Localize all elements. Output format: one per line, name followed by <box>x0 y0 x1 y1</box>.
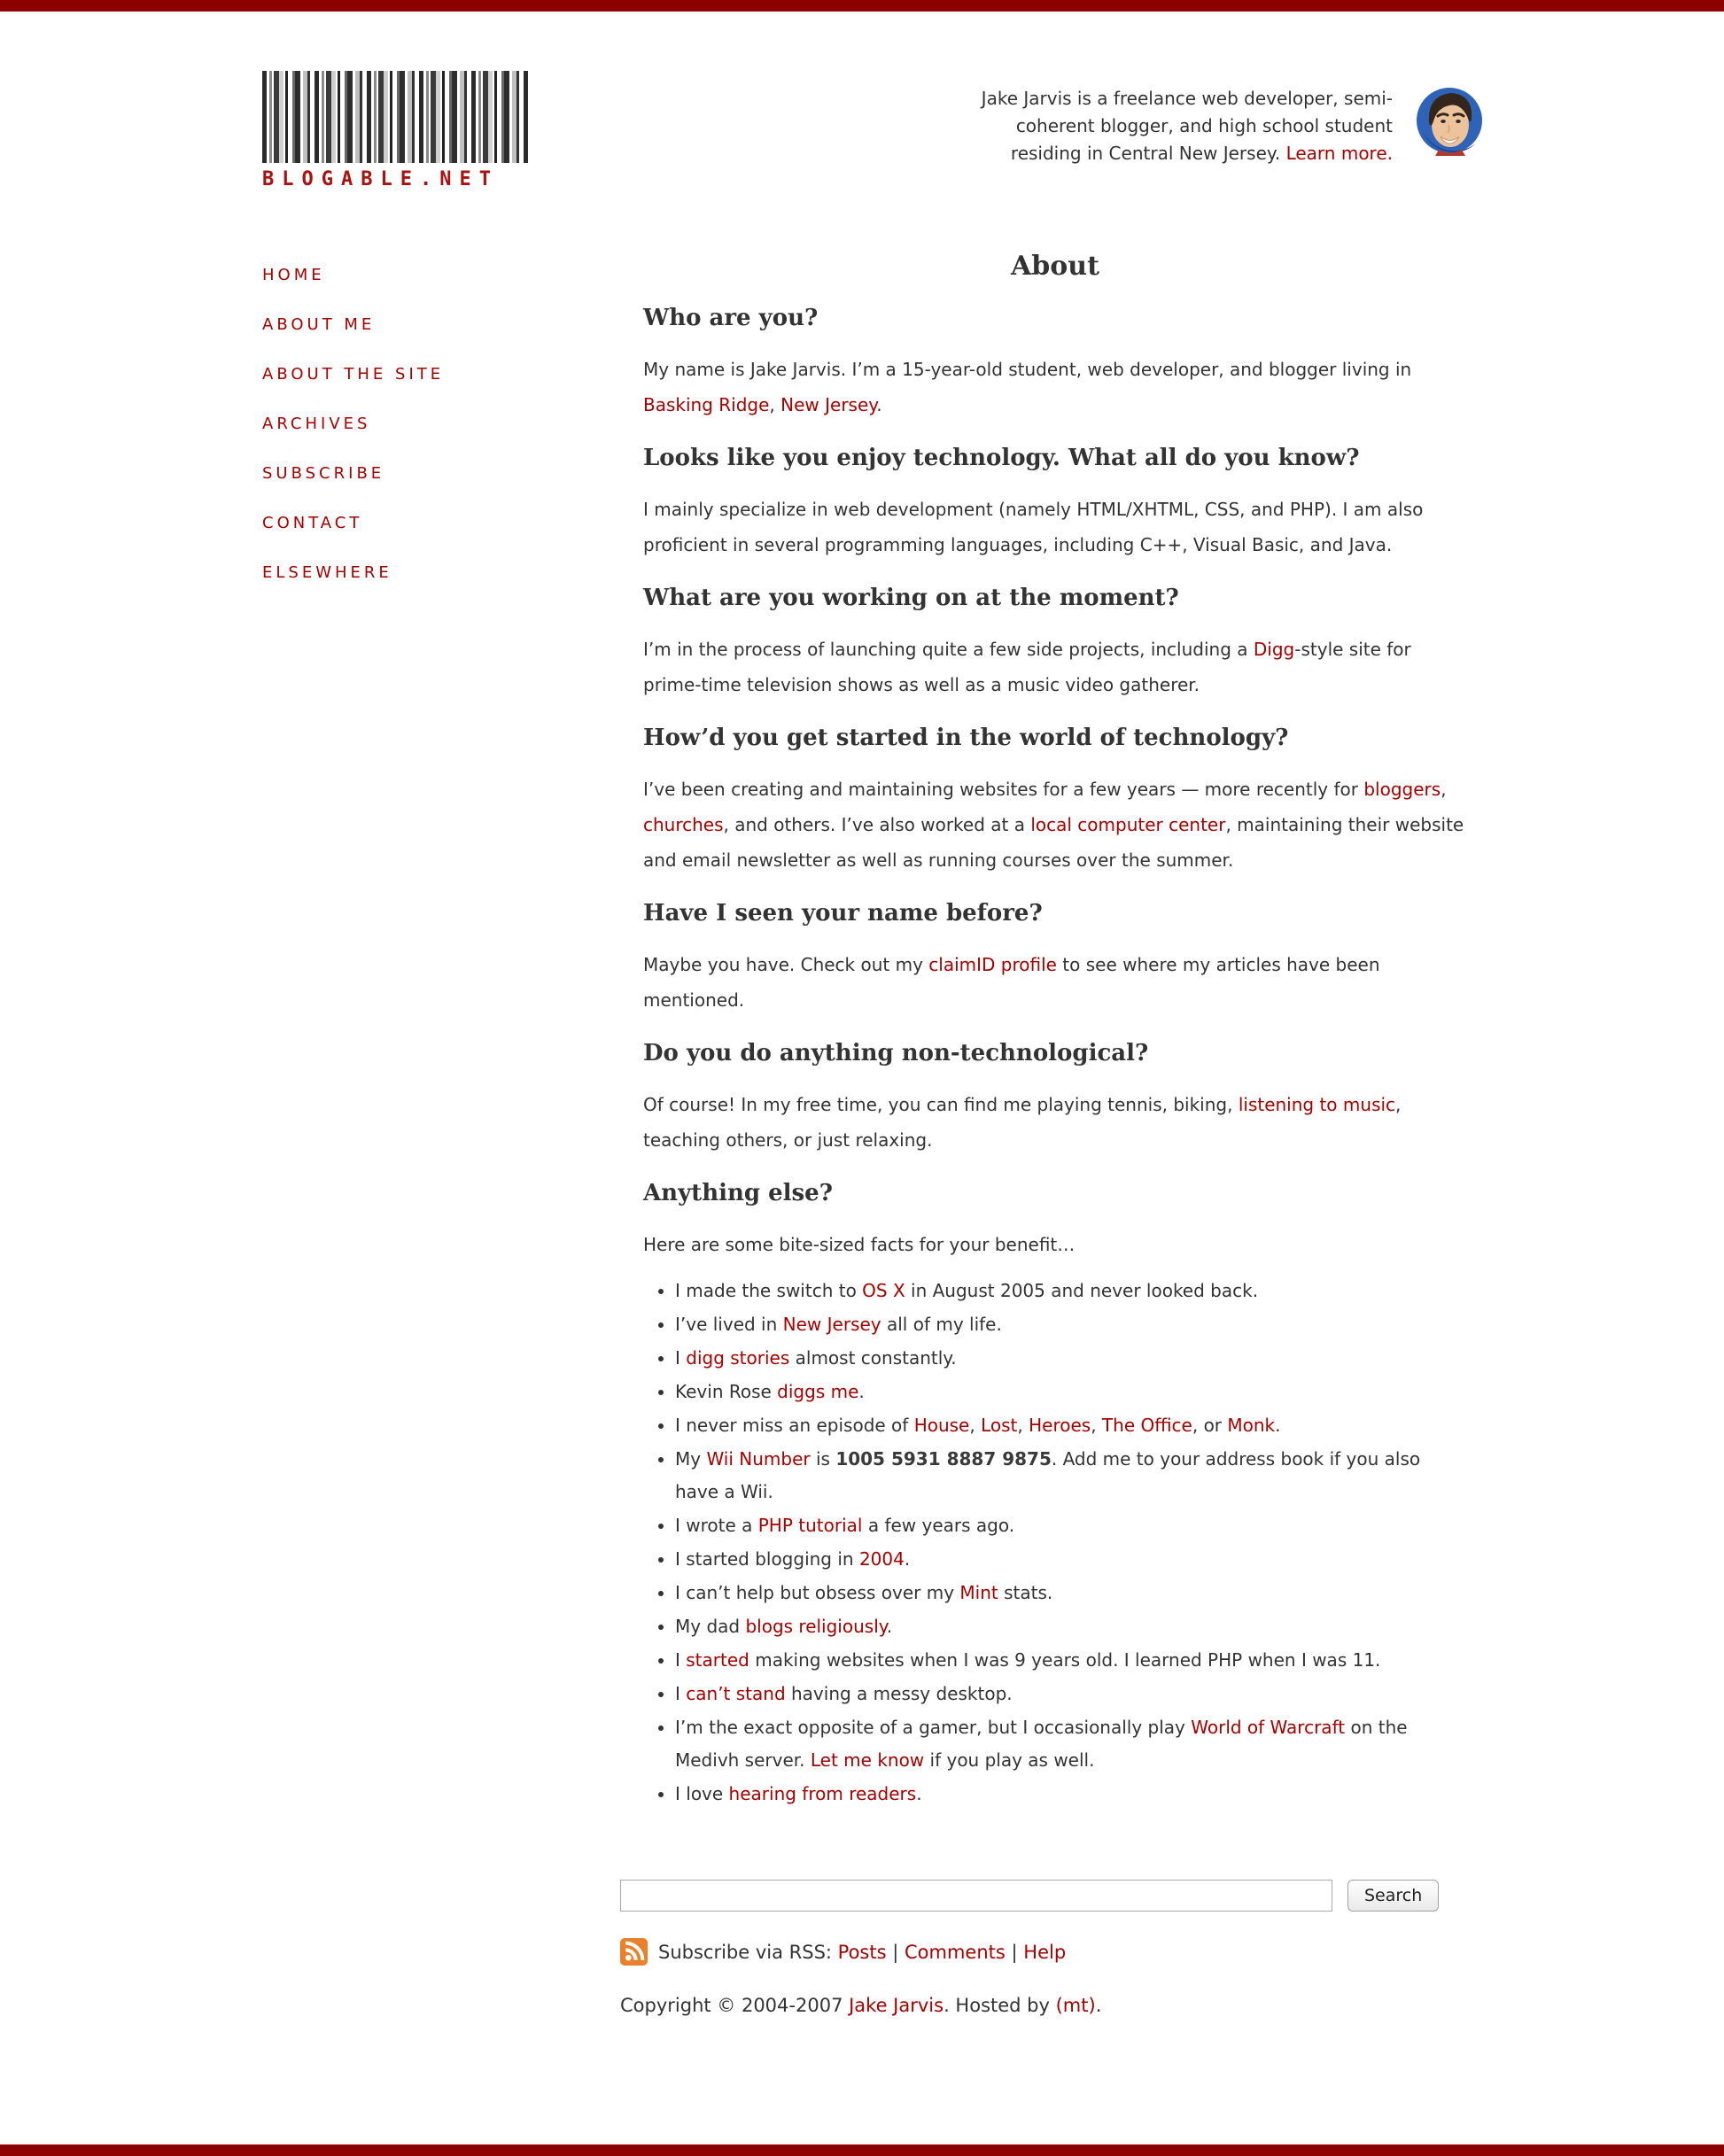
bold-text: 1005 5931 8887 9875 <box>835 1448 1052 1470</box>
content-columns <box>262 251 1485 2016</box>
text-segment: , <box>1441 779 1447 800</box>
text-segment: My <box>675 1448 707 1470</box>
inline-link[interactable]: Learn more. <box>1285 143 1393 164</box>
inline-link[interactable]: claimID profile <box>928 954 1057 975</box>
fact-item <box>675 1342 1467 1375</box>
sidebar-nav <box>262 251 643 2016</box>
sidebar-item-archives[interactable]: ARCHIVES <box>262 415 371 433</box>
text-segment: . Hosted by <box>944 1995 1056 2016</box>
text-segment: Copyright © 2004-2007 <box>620 1995 850 2016</box>
barcode-logo-image <box>262 71 528 163</box>
inline-link[interactable]: 2004 <box>858 1548 905 1570</box>
text-segment: My dad <box>675 1616 746 1637</box>
inline-link[interactable]: Wii Number <box>706 1448 811 1470</box>
fact-item <box>675 1509 1467 1542</box>
sidebar-item-home[interactable]: HOME <box>262 266 325 284</box>
qa-section <box>643 304 1467 423</box>
inline-link[interactable]: Monk <box>1227 1415 1276 1436</box>
text-segment: . <box>1095 1995 1102 2016</box>
inline-link[interactable]: Basking Ridge <box>643 394 770 415</box>
copyright-line <box>620 1995 1467 2016</box>
inline-link[interactable]: churches <box>643 814 724 835</box>
qa-section <box>643 444 1467 562</box>
inline-link[interactable]: Lost <box>981 1415 1018 1436</box>
inline-link[interactable]: listening to music <box>1238 1094 1396 1115</box>
sidebar-item-subscribe[interactable]: SUBSCRIBE <box>262 464 385 483</box>
page-container <box>262 12 1485 2016</box>
text-segment: . <box>858 1381 865 1402</box>
text-segment: all of my life. <box>881 1314 1002 1335</box>
inline-link[interactable]: local computer center <box>1030 814 1226 835</box>
qa-sections <box>643 304 1467 1262</box>
text-segment: . <box>886 1616 893 1637</box>
fact-item <box>675 1543 1467 1576</box>
search-input[interactable] <box>620 1880 1332 1912</box>
inline-link[interactable]: can’t stand <box>686 1683 786 1704</box>
sidebar-item-elsewhere[interactable]: ELSEWHERE <box>262 563 392 582</box>
question-heading: Do you do anything non-technological? <box>643 1040 1149 1066</box>
inline-link[interactable]: OS X <box>862 1280 905 1301</box>
text-segment: Of course! In my free time, you can find me playing tennis, biking, <box>643 1094 1239 1115</box>
qa-section <box>643 899 1467 1018</box>
text-segment: -style site for prime-time television shows as well as a music video gatherer. <box>643 639 1411 695</box>
question-heading: How’d you get started in the world of technology? <box>643 725 1289 751</box>
fact-item <box>675 1308 1467 1341</box>
answer-paragraph <box>643 632 1467 702</box>
inline-link[interactable]: Jake Jarvis <box>849 1995 944 2016</box>
text-segment: I’ve been creating and maintaining websites for a few years — more recently for <box>643 779 1364 800</box>
answer-paragraph <box>643 1227 1467 1262</box>
sidebar-item-about-the-site[interactable]: ABOUT THE SITE <box>262 365 445 384</box>
inline-link[interactable]: World of Warcraft <box>1191 1717 1346 1738</box>
text-segment: . <box>876 394 882 415</box>
inline-link[interactable]: bloggers <box>1363 779 1441 800</box>
fact-item <box>675 1610 1467 1643</box>
text-segment: I love <box>675 1783 729 1804</box>
text-segment: in August 2005 and never looked back. <box>905 1280 1259 1301</box>
rss-subscribe-text <box>658 1942 1066 1963</box>
text-segment: I <box>675 1683 687 1704</box>
question-heading: Have I seen your name before? <box>643 900 1043 927</box>
text-segment: , and others. I’ve also worked at a <box>723 814 1031 835</box>
inline-link[interactable]: diggs me <box>777 1381 859 1402</box>
site-logo-text: BLOGABLE.NET <box>262 168 499 190</box>
fact-item <box>675 1409 1467 1442</box>
text-segment: Here are some bite-sized facts for your benefit… <box>643 1234 1076 1255</box>
text-segment: to see where my articles have been mentioned. <box>643 954 1380 1011</box>
fact-item <box>675 1778 1467 1811</box>
inline-link[interactable]: Digg <box>1253 639 1295 660</box>
text-segment: I mainly specialize in web development (namely HTML/XHTML, CSS, and PHP). I am also proficient in several programming languages, including C++, Visual Basic, and Java. <box>643 499 1424 555</box>
text-segment: almost constantly. <box>789 1347 957 1369</box>
qa-section <box>643 1179 1467 1262</box>
qa-section <box>643 1039 1467 1158</box>
text-segment: a few years ago. <box>862 1515 1015 1536</box>
inline-link[interactable]: digg stories <box>686 1347 790 1369</box>
text-segment: having a messy desktop. <box>785 1683 1013 1704</box>
fact-item <box>675 1275 1467 1307</box>
question-heading: Looks like you enjoy technology. What all do you know? <box>643 445 1360 471</box>
site-header <box>262 12 1485 190</box>
inline-link[interactable]: New Jersey <box>780 394 877 415</box>
text-segment: , maintaining their website and email newsletter as well as running courses over the summer. <box>643 814 1464 871</box>
search-form <box>620 1880 1467 1912</box>
text-segment: . Add me to your address book if you also have a Wii. <box>675 1448 1421 1502</box>
text-segment: , <box>1017 1415 1029 1436</box>
inline-link[interactable]: Mint <box>959 1582 998 1603</box>
text-segment: , <box>769 394 781 415</box>
main-content <box>620 251 1467 2016</box>
intro-blurb <box>950 85 1393 167</box>
text-segment: My name is Jake Jarvis. I’m a 15-year-old student, web developer, and blogger living in <box>643 359 1412 380</box>
fact-item <box>675 1644 1467 1677</box>
header-intro-block <box>950 85 1485 167</box>
inline-link[interactable]: Comments <box>905 1941 1006 1963</box>
sidebar-item-contact[interactable]: CONTACT <box>262 514 363 532</box>
inline-link[interactable]: started <box>686 1649 749 1671</box>
top-accent-bar <box>0 0 1724 12</box>
page-title: About <box>1011 251 1099 282</box>
text-segment: on the Medivh server. <box>675 1717 1408 1771</box>
text-segment: is <box>810 1448 836 1470</box>
author-avatar <box>1414 85 1485 156</box>
answer-paragraph <box>643 947 1467 1018</box>
site-logo[interactable] <box>262 71 528 190</box>
qa-section <box>643 724 1467 878</box>
inline-link[interactable]: hearing from readers <box>728 1783 917 1804</box>
question-heading: What are you working on at the moment? <box>643 585 1179 611</box>
inline-link[interactable]: The Office <box>1101 1415 1192 1436</box>
text-segment: . <box>916 1783 922 1804</box>
text-segment: . <box>904 1548 911 1570</box>
text-segment: . <box>1275 1415 1281 1436</box>
text-segment: Kevin Rose <box>675 1381 778 1402</box>
fact-item <box>675 1443 1467 1508</box>
text-segment: I’m the exact opposite of a gamer, but I occasionally play <box>675 1717 1192 1738</box>
text-segment: , teaching others, or just relaxing. <box>643 1094 1402 1151</box>
inline-link[interactable]: Heroes <box>1029 1415 1091 1436</box>
text-segment: Jake Jarvis is a freelance web developer, semi-coherent blogger, and high school student residing in Central New Jersey. <box>981 88 1393 164</box>
question-heading: Who are you? <box>643 305 819 331</box>
question-heading: Anything else? <box>643 1180 833 1206</box>
inline-link[interactable]: Help <box>1023 1941 1067 1963</box>
text-segment: | <box>1005 1941 1024 1963</box>
sidebar-item-about-me[interactable]: ABOUT ME <box>262 315 376 334</box>
text-segment: I never miss an episode of <box>675 1415 914 1436</box>
facts-list <box>643 1275 1467 1811</box>
answer-paragraph <box>643 1087 1467 1158</box>
inline-link[interactable]: Let me know <box>810 1749 925 1771</box>
text-segment: I’ve lived in <box>675 1314 783 1335</box>
answer-paragraph <box>643 492 1467 562</box>
answer-paragraph <box>643 352 1467 423</box>
fact-item <box>675 1577 1467 1609</box>
fact-item <box>675 1376 1467 1408</box>
text-segment: stats. <box>998 1582 1053 1603</box>
text-segment: making websites when I was 9 years old. I learned PHP when I was 11. <box>749 1649 1381 1671</box>
text-segment: Maybe you have. Check out my <box>643 954 929 975</box>
fact-item <box>675 1711 1467 1777</box>
text-segment: | <box>886 1941 905 1963</box>
inline-link[interactable]: (mt) <box>1055 1995 1096 2016</box>
text-segment: , <box>969 1415 982 1436</box>
search-button[interactable]: Search <box>1347 1880 1439 1912</box>
text-segment: I wrote a <box>675 1515 758 1536</box>
fact-item <box>675 1678 1467 1710</box>
inline-link[interactable]: House <box>913 1415 970 1436</box>
inline-link[interactable]: Posts <box>837 1941 887 1963</box>
rss-icon[interactable] <box>620 1938 648 1966</box>
inline-link[interactable]: New Jersey <box>782 1314 881 1335</box>
inline-link[interactable]: PHP tutorial <box>757 1515 863 1536</box>
text-segment: I can’t help but obsess over my <box>675 1582 960 1603</box>
text-segment: Subscribe via RSS: <box>658 1941 838 1963</box>
text-segment: , or <box>1192 1415 1228 1436</box>
text-segment: I’m in the process of launching quite a few side projects, including a <box>643 639 1254 660</box>
text-segment: if you play as well. <box>924 1749 1095 1771</box>
text-segment: I <box>675 1649 687 1671</box>
text-segment: I made the switch to <box>675 1280 863 1301</box>
qa-section <box>643 584 1467 702</box>
inline-link[interactable]: blogs religiously <box>745 1616 887 1637</box>
text-segment: , <box>1091 1415 1102 1436</box>
text-segment: I started blogging in <box>675 1548 859 1570</box>
bottom-accent-bar <box>0 2144 1724 2156</box>
answer-paragraph <box>643 772 1467 878</box>
text-segment: I <box>675 1347 687 1369</box>
rss-subscribe-line <box>620 1938 1467 1966</box>
